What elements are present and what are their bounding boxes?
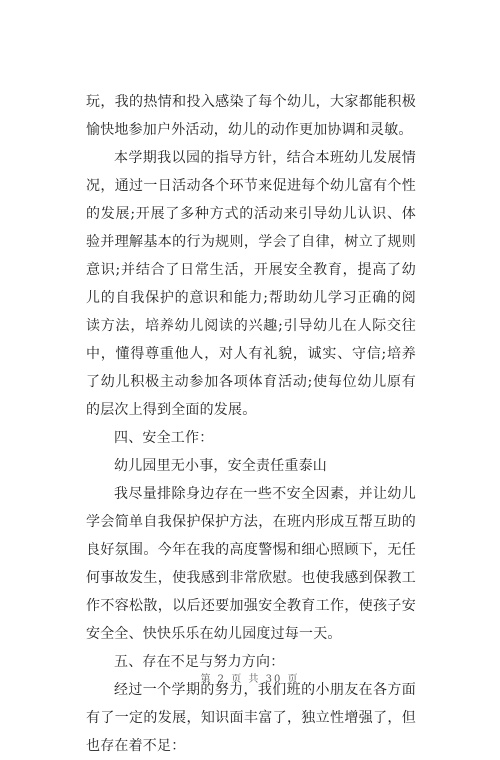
page-number-footer: 第 2 页 共 30 页 (200, 674, 300, 685)
paragraph: 我尽量排除身边存在一些不安全因素，并让幼儿学会简单自我保护保护方法，在班内形成互帮互助的良好氛围。今年在我的高度警惕和细心照顾下，无任何事故发生，使我感到非常欣慰。也使我感到保教工作不容松散，以后还要加强安全教育工作，使孩子安安全全、快快乐乐在幼儿园度过每一天。 (86, 486, 416, 642)
paragraph: 经过一个学期的努力，我们班的小朋友在各方面有了一定的发展，知识面丰富了，独立性增强了，但也存在着不足： (86, 682, 416, 754)
paragraph: 幼儿园里无小事，安全责任重泰山 (114, 458, 327, 474)
section-heading: 五、存在不足与努力方向： (114, 654, 285, 670)
section-heading: 四、安全工作： (114, 430, 214, 446)
paragraph: 玩，我的热情和投入感染了每个幼儿，大家都能积极愉快地参加户外活动，幼儿的动作更加协调和灵敏。 (86, 94, 416, 138)
paragraph: 本学期我以园的指导方针，结合本班幼儿发展情况，通过一日活动各个环节来促进每个幼儿富有个性的发展;开展了多种方式的活动来引导幼儿认识、体验并理解基本的行为规则，学会了自律，树立了规则意识;并结合了日常生活，开展安全教育，提高了幼儿的自我保护的意识和能力;帮助幼儿学习正确的阅读方法，培养幼儿阅读的兴趣;引导幼儿在人际交往中，懂得尊重他人，对人有礼貌，诚实、守信;培养了幼儿积极主动参加各项体育活动;使每位幼儿原有的层次上得到全面的发展。 (86, 150, 416, 418)
document-body (86, 88, 416, 760)
